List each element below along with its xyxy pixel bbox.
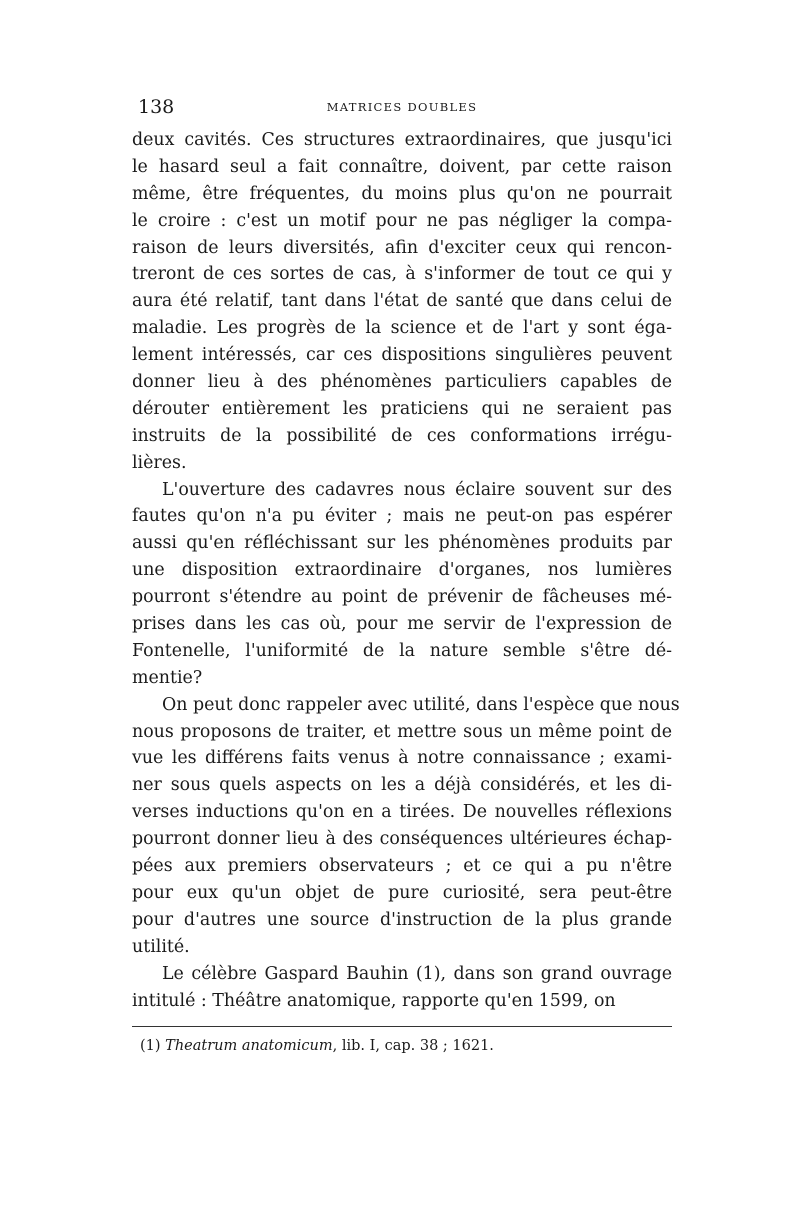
text-line: On peut donc rappeler avec utilité, dans l'espèce que nous	[162, 694, 680, 715]
footnote	[132, 1035, 672, 1057]
text-line: pourront s'étendre au point de prévenir de fâcheuses mé-	[132, 587, 672, 608]
running-head	[132, 92, 672, 124]
text-line: pées aux premiers observateurs ; et ce qui a pu n'être	[132, 856, 672, 877]
text-line: le hasard seul a fait connaître, doivent, par cette raison	[132, 156, 672, 177]
text-line: pourront donner lieu à des conséquences ultérieures échap-	[132, 829, 672, 850]
paragraph	[132, 477, 672, 692]
text-line: lières.	[132, 452, 187, 473]
text-line: nous proposons de traiter, et mettre sous un même point de	[132, 721, 672, 742]
footnote-marker: (1)	[140, 1038, 161, 1055]
text-line: deux cavités. Ces structures extraordinaires, que jusqu'ici	[132, 130, 672, 150]
text-line: verses inductions qu'on en a tirées. De nouvelles réflexions	[132, 802, 672, 823]
text-line: instruits de la possibilité de ces conformations irrégu-	[132, 425, 672, 446]
paragraph	[132, 692, 680, 961]
book-page	[132, 92, 680, 1057]
text-line: pour d'autres une source d'instruction de la plus grande	[132, 909, 672, 930]
text-line: Fontenelle, l'uniformité de la nature semble s'être dé-	[132, 640, 672, 661]
running-title: MATRICES DOUBLES	[326, 100, 478, 114]
text-line: raison de leurs diversités, afin d'exciter ceux qui rencon-	[132, 237, 672, 258]
body-text	[132, 127, 680, 1014]
text-line: Le célèbre Gaspard Bauhin (1), dans son grand ouvrage	[162, 963, 672, 984]
footnote-title: Theatrum anatomicum	[165, 1038, 333, 1055]
text-line: L'ouverture des cadavres nous éclaire souvent sur des	[162, 479, 672, 500]
text-line: treront de ces sortes de cas, à s'informer de tout ce qui y	[132, 264, 672, 285]
text-line: aussi qu'en réfléchissant sur les phénomènes produits par	[132, 533, 672, 554]
text-line: pour eux qu'un objet de pure curiosité, sera peut-être	[132, 882, 672, 903]
text-line: intitulé : Théâtre anatomique, rapporte qu'en 1599, on	[132, 990, 616, 1011]
text-line: ner sous quels aspects on les a déjà considérés, et les di-	[132, 775, 672, 796]
text-line: lement intéressés, car ces dispositions singulières peuvent	[132, 345, 672, 366]
text-line: donner lieu à des phénomènes particuliers capables de	[132, 372, 672, 393]
text-line: utilité.	[132, 936, 190, 957]
text-line: fautes qu'on n'a pu éviter ; mais ne peut-on pas espérer	[132, 506, 672, 527]
footnote-rule	[132, 1026, 672, 1027]
paragraph	[132, 961, 672, 1015]
footnote-reference: , lib. I, cap. 38 ; 1621.	[332, 1038, 494, 1055]
page-number: 138	[138, 96, 175, 118]
text-line: le croire : c'est un motif pour ne pas négliger la compa-	[132, 210, 672, 231]
text-line: une disposition extraordinaire d'organes, nos lumières	[132, 560, 672, 581]
text-line: aura été relatif, tant dans l'état de santé que dans celui de	[132, 291, 672, 312]
paragraph	[132, 127, 672, 477]
text-line: vue les différens faits venus à notre connaissance ; exami-	[132, 748, 672, 769]
text-line: mentie?	[132, 667, 203, 688]
text-line: maladie. Les progrès de la science et de l'art y sont éga-	[132, 318, 672, 339]
text-line: même, être fréquentes, du moins plus qu'on ne pourrait	[132, 183, 672, 204]
text-line: dérouter entièrement les praticiens qui ne seraient pas	[132, 398, 672, 419]
text-line: prises dans les cas où, pour me servir de l'expression de	[132, 614, 672, 635]
